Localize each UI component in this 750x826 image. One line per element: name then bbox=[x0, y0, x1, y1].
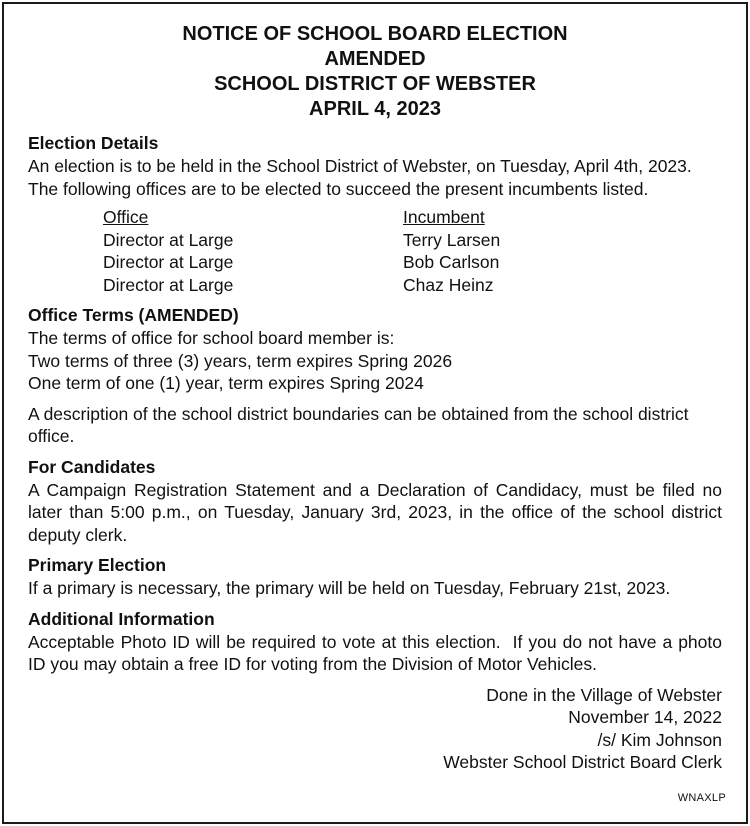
office-cell: Director at Large bbox=[103, 274, 234, 295]
primary-heading: Primary Election bbox=[28, 555, 167, 575]
boundaries-text: A description of the school district boundaries can be obtained from the school district office. bbox=[28, 403, 689, 446]
signature-place: Done in the Village of Webster bbox=[486, 684, 722, 705]
candidates-section bbox=[28, 456, 722, 547]
incumbent-cell: Chaz Heinz bbox=[403, 274, 494, 295]
title-line-3: SCHOOL DISTRICT OF WEBSTER bbox=[214, 73, 536, 95]
office-terms-line: One term of one (1) year, term expires Spring 2024 bbox=[28, 373, 424, 393]
office-cell: Director at Large bbox=[103, 229, 234, 250]
office-cell: Director at Large bbox=[103, 252, 234, 272]
incumbent-cell: Terry Larsen bbox=[403, 229, 501, 250]
table-row bbox=[103, 251, 500, 274]
title-line-4: APRIL 4, 2023 bbox=[309, 98, 441, 120]
boundaries-section bbox=[28, 403, 722, 448]
incumbent-cell: Bob Carlson bbox=[403, 252, 500, 272]
incumbent-column-header bbox=[403, 206, 500, 229]
office-terms-heading: Office Terms (AMENDED) bbox=[28, 305, 239, 325]
signature-block bbox=[28, 684, 722, 774]
primary-section bbox=[28, 554, 722, 600]
candidates-heading: For Candidates bbox=[28, 456, 156, 477]
office-header-label: Office bbox=[103, 207, 149, 227]
office-terms-line: The terms of office for school board member is: bbox=[28, 328, 395, 348]
office-table-header bbox=[103, 206, 500, 229]
incumbent-header-label: Incumbent bbox=[403, 207, 485, 227]
office-column-header bbox=[103, 206, 403, 229]
primary-text: If a primary is necessary, the primary will be held on Tuesday, February 21st, 2023. bbox=[28, 578, 671, 598]
additional-heading: Additional Information bbox=[28, 608, 215, 629]
signature-signed: /s/ Kim Johnson bbox=[597, 729, 722, 750]
office-terms-line: Two terms of three (3) years, term expires Spring 2026 bbox=[28, 350, 453, 371]
title-line-2: AMENDED bbox=[324, 48, 426, 70]
table-row bbox=[103, 274, 500, 297]
notice-title bbox=[28, 22, 722, 122]
election-details-text: An election is to be held in the School District of Webster, on Tuesday, April 4th, 2023. The following offices are to be elected to succeed the present incumbents listed. bbox=[28, 156, 692, 199]
publication-code: WNAXLP bbox=[677, 792, 726, 804]
office-table bbox=[103, 206, 500, 296]
additional-section bbox=[28, 608, 727, 676]
signature-title: Webster School District Board Clerk bbox=[443, 752, 722, 772]
signature-date: November 14, 2022 bbox=[568, 707, 722, 727]
election-details-heading: Election Details bbox=[28, 133, 159, 153]
table-row bbox=[103, 229, 500, 252]
notice-document bbox=[2, 2, 748, 824]
candidates-text: A Campaign Registration Statement and a Declaration of Candidacy, must be filed no later than 5:00 p.m., on Tuesday, January 3rd, 2023, in the office of the school district deputy clerk. bbox=[28, 479, 722, 545]
office-terms-section bbox=[28, 304, 722, 395]
additional-text: Acceptable Photo ID will be required to vote at this election. If you do not have a photo ID you may obtain a free ID for voting from the Division of Motor Vehicles. bbox=[28, 631, 727, 674]
title-line-1: NOTICE OF SCHOOL BOARD ELECTION bbox=[182, 23, 568, 45]
election-details-section bbox=[28, 132, 722, 296]
